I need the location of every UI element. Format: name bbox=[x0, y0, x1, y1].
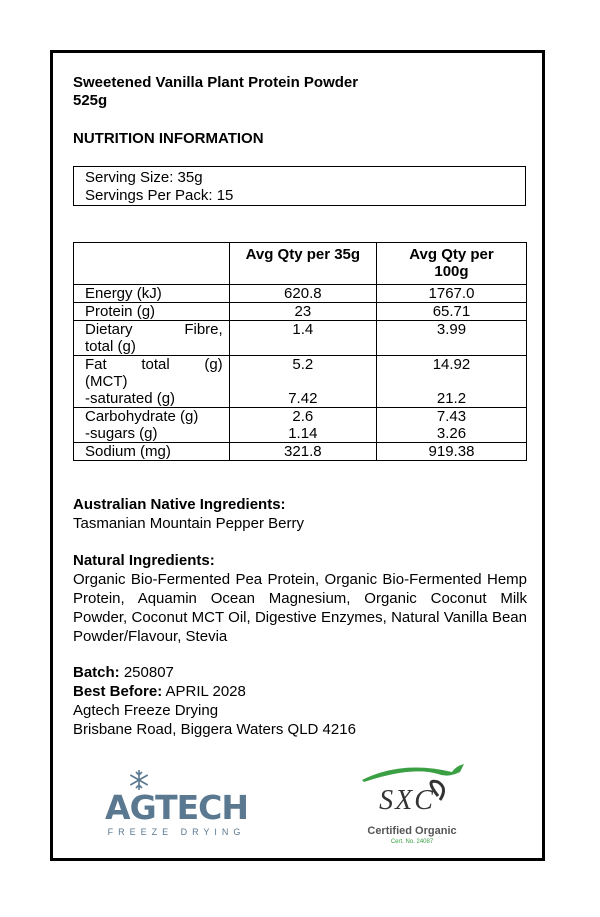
nutrition-heading: NUTRITION INFORMATION bbox=[73, 130, 264, 147]
serving-box bbox=[73, 166, 526, 206]
row-per-100g: 65.71 bbox=[376, 303, 526, 321]
table-row bbox=[74, 356, 527, 408]
row-per-100g: 1767.0 bbox=[376, 285, 526, 303]
product-name: Sweetened Vanilla Plant Protein Powder bbox=[73, 74, 359, 91]
row-per-100g: 3.99 bbox=[376, 321, 526, 356]
table-row bbox=[74, 303, 527, 321]
company-address: Brisbane Road, Biggera Waters QLD 4216 bbox=[73, 721, 356, 738]
row-name-part: -sugars (g) bbox=[85, 425, 158, 442]
header-per-100g: Avg Qty per 100g bbox=[376, 243, 526, 285]
row-per-serve bbox=[229, 408, 376, 443]
sxc-logo bbox=[352, 758, 472, 853]
batch-value: 250807 bbox=[119, 664, 174, 681]
servings-per-pack: Servings Per Pack: 15 bbox=[85, 187, 234, 204]
row-value: 5.2 bbox=[292, 356, 314, 373]
natural-text: Organic Bio-Fermented Pea Protein, Organic Bio-Fermented Hemp Protein, Aquamin Ocean Magnesium, Organic Coconut Milk Powder, Coconut MCT Oil, Digestive Enzymes, Natural Vanilla Bean Powder/Flavour, Stevia bbox=[73, 571, 527, 645]
batch-line bbox=[73, 663, 527, 682]
row-per-serve: 321.8 bbox=[229, 443, 376, 461]
row-name-part: (g) bbox=[204, 356, 223, 373]
sxc-mark: SXC bbox=[379, 785, 435, 816]
row-per-serve bbox=[229, 356, 376, 408]
australian-text: Tasmanian Mountain Pepper Berry bbox=[73, 515, 304, 532]
natural-ingredients bbox=[73, 551, 527, 646]
row-value: 14.92 bbox=[432, 356, 471, 373]
row-value: 21.2 bbox=[436, 390, 467, 407]
best-before-value: APRIL 2028 bbox=[162, 683, 246, 700]
row-per-serve: 620.8 bbox=[229, 285, 376, 303]
row-per-100g bbox=[376, 408, 526, 443]
product-weight: 525g bbox=[73, 92, 108, 109]
agtech-tagline: FREEZE DRYING bbox=[107, 827, 246, 837]
row-per-100g: 919.38 bbox=[376, 443, 526, 461]
row-value: 7.43 bbox=[436, 408, 467, 425]
row-name-part: Fibre, bbox=[184, 321, 223, 338]
agtech-name: AGTECH bbox=[105, 788, 248, 827]
batch-label: Batch: bbox=[73, 664, 120, 681]
row-name: Protein (g) bbox=[74, 303, 230, 321]
australian-ingredients bbox=[73, 495, 527, 533]
table-row bbox=[74, 321, 527, 356]
row-per-serve: 23 bbox=[229, 303, 376, 321]
row-name: Sodium (mg) bbox=[74, 443, 230, 461]
row-name bbox=[74, 408, 230, 443]
sxc-caption: Certified Organic bbox=[367, 825, 457, 837]
row-name-part: Dietary bbox=[85, 321, 133, 338]
batch-info bbox=[73, 663, 527, 739]
row-name: Energy (kJ) bbox=[74, 285, 230, 303]
row-name-part: total (g) bbox=[85, 338, 136, 355]
row-per-100g bbox=[376, 356, 526, 408]
table-header-row bbox=[74, 243, 527, 285]
natural-heading: Natural Ingredients: bbox=[73, 552, 215, 569]
header-blank bbox=[74, 243, 230, 285]
company-name: Agtech Freeze Drying bbox=[73, 702, 219, 719]
row-value: 7.42 bbox=[288, 390, 318, 407]
row-name-part: total bbox=[141, 356, 170, 373]
row-name-part: Carbohydrate (g) bbox=[85, 408, 199, 425]
table-row bbox=[74, 408, 527, 443]
nutrition-table bbox=[73, 242, 527, 461]
row-name-part: -saturated (g) bbox=[85, 390, 176, 407]
australian-heading: Australian Native Ingredients: bbox=[73, 496, 286, 513]
row-name bbox=[74, 356, 230, 408]
sxc-cert: Cert. No. 24087 bbox=[390, 839, 434, 845]
row-value: 2.6 bbox=[292, 408, 314, 425]
row-per-serve: 1.4 bbox=[229, 321, 376, 356]
agtech-logo bbox=[104, 768, 249, 840]
best-before-label: Best Before: bbox=[73, 683, 163, 700]
row-value: 1.14 bbox=[288, 425, 318, 442]
header-per-serve: Avg Qty per 35g bbox=[229, 243, 376, 285]
best-before-line bbox=[73, 682, 527, 701]
row-name bbox=[74, 321, 230, 356]
row-name-part: (MCT) bbox=[85, 373, 128, 390]
table-row bbox=[74, 285, 527, 303]
row-value: 3.26 bbox=[436, 425, 467, 442]
table-row bbox=[74, 443, 527, 461]
row-name-part: Fat bbox=[85, 356, 107, 373]
serving-size: Serving Size: 35g bbox=[85, 169, 203, 186]
